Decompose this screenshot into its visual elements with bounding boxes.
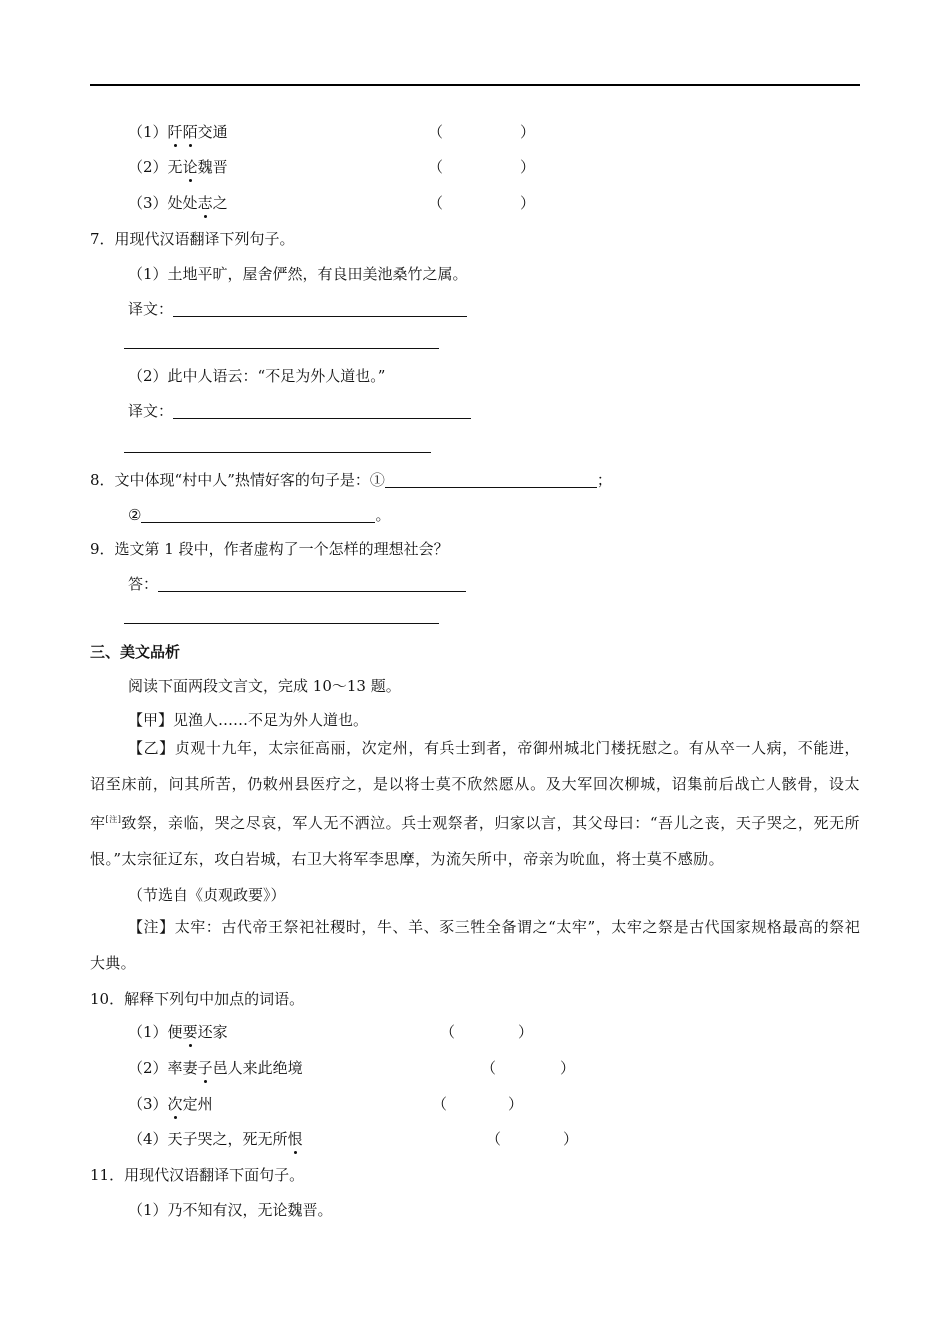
answer-paren-open: （	[432, 1095, 448, 1113]
dotted-char: 志	[197, 194, 213, 212]
answer-blank[interactable]	[124, 623, 439, 624]
answer-paren-open: （	[440, 1023, 456, 1041]
answer-paren-close: ）	[520, 194, 536, 212]
answer-blank[interactable]	[141, 506, 375, 523]
answer-paren-open: （	[486, 1130, 502, 1148]
answer-paren-open: （	[481, 1059, 497, 1077]
dotted-char: 阡	[167, 123, 183, 141]
answer-blank[interactable]	[385, 471, 597, 488]
q8-line-2: ② 。	[128, 506, 391, 524]
answer-paren-close: ）	[520, 158, 536, 176]
answer-paren-close: ）	[563, 1130, 579, 1148]
answer-blank[interactable]	[173, 300, 467, 317]
answer-blank[interactable]	[173, 402, 471, 419]
answer-blank[interactable]	[124, 348, 439, 349]
q10-item-3: （3）次定州	[128, 1095, 213, 1113]
answer-paren-close: ）	[520, 123, 536, 141]
section-intro: 阅读下面两段文言文，完成 10～13 题。	[128, 677, 401, 695]
dotted-char: 子	[197, 1059, 213, 1077]
passage-source: （节选自《贞观政要》）	[128, 886, 286, 904]
answer-paren-close: ）	[508, 1095, 524, 1113]
passage-yi: 【乙】贞观十九年，太宗征高丽，次定州，有兵士到者，帝御州城北门楼抚慰之。有从卒一人病，不能进，诏至床前，问其所苦，仍敕州县医疗之，是以将士莫不欣然愿从。及大军回次柳城，诏集前后战亡人骸骨，设太牢[注]致祭，亲临，哭之尽哀，军人无不洒泣。兵士观祭者，归家以言，其父母曰：“吾儿之丧，天子哭之，死无所恨。”太宗征辽东，攻白岩城，右卫大将军李思摩，为流矢所中，帝亲为吮血，将士莫不感励。	[90, 739, 860, 868]
answer-paren-close: ）	[560, 1059, 576, 1077]
dotted-char: 论	[182, 158, 198, 176]
q10-item-1: （1）便要还家	[128, 1023, 228, 1041]
answer-paren-open: （	[428, 123, 444, 141]
answer-paren-open: （	[428, 194, 444, 212]
q7-sentence-2: （2）此中人语云：“不足为外人道也。”	[128, 367, 386, 385]
q7-answer-1: 译文：	[128, 299, 467, 319]
q11-sentence-1: （1）乃不知有汉，无论魏晋。	[128, 1201, 333, 1219]
q8-stem: 8．文中体现“村中人”热情好客的句子是：① ；	[90, 471, 612, 489]
answer-paren-open: （	[428, 158, 444, 176]
q10-item-4: （4）天子哭之，死无所恨	[128, 1130, 303, 1148]
passage-note: 【注】太牢：古代帝王祭祀社稷时，牛、羊、豕三牲全备谓之“太牢”，太牢之祭是古代国家规格最高的祭祀大典。	[90, 918, 860, 972]
section-title: 三、美文品析	[90, 643, 181, 661]
q6-item-2: （2）无论魏晋	[128, 158, 228, 176]
q7-answer-2: 译文：	[128, 401, 471, 421]
q10-stem: 10．解释下列句中加点的词语。	[90, 990, 305, 1008]
dotted-char: 陌	[182, 123, 198, 141]
q10-item-2: （2）率妻子邑人来此绝境	[128, 1059, 303, 1077]
q7-stem: 7．用现代汉语翻译下列句子。	[90, 230, 295, 248]
note-marker: [注]	[105, 815, 122, 824]
passage-jia: 【甲】见渔人……不足为外人道也。	[128, 711, 369, 729]
q9-answer: 答：	[128, 574, 466, 594]
header-rule	[90, 84, 860, 86]
q7-sentence-1: （1）土地平旷，屋舍俨然，有良田美池桑竹之属。	[128, 265, 468, 283]
answer-blank[interactable]	[124, 452, 431, 453]
q6-item-1: （1）阡陌交通	[128, 123, 228, 141]
dotted-char: 要	[182, 1023, 198, 1041]
dotted-char: 次	[167, 1095, 183, 1113]
q6-item-3: （3）处处志之	[128, 194, 228, 212]
q9-stem: 9．选文第 1 段中，作者虚构了一个怎样的理想社会？	[90, 540, 449, 558]
q11-stem: 11．用现代汉语翻译下面句子。	[90, 1166, 305, 1184]
answer-paren-close: ）	[518, 1023, 534, 1041]
answer-blank[interactable]	[158, 575, 466, 592]
dotted-char: 恨	[287, 1130, 303, 1148]
